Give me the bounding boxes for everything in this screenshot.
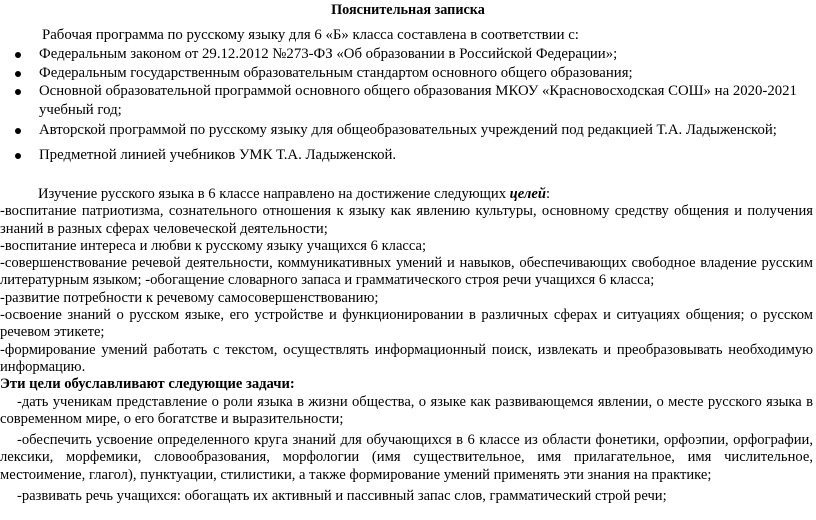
bullet-icon (15, 153, 21, 159)
bullet-icon (15, 89, 21, 95)
task-item: -обеспечить усвоение определенного круга знаний для обучающихся в 6 классе из области фонетики, орфоэпии, орфографии, лексики, морфемики, словообразования, морфологии (имя существительное, имя прилагательное, имя числительное, местоимение, глагол), пунктуации, стилистики, а также формирование умений применять эти знания на практике; (0, 432, 813, 483)
list-item-text: Федеральным государственным образовательным стандартом основного общего образования; (39, 64, 633, 81)
tasks-heading: Эти цели обуславливают следующие задачи: (0, 376, 295, 393)
goal-item: -воспитание патриотизма, сознательного отношения к языку как явлению культуры, основному средству общения и получения знаний в разных сферах человеческой деятельности; (0, 203, 813, 237)
goals-intro-colon: : (545, 186, 551, 202)
goals-intro-text: Изучение русского языка в 6 классе направлено на достижение следующих (38, 186, 510, 202)
bullet-icon (15, 71, 21, 77)
list-item (0, 82, 816, 119)
list-item (0, 146, 816, 165)
goal-item: -воспитание интереса и любви к русскому языку учащихся 6 класса; (0, 237, 427, 254)
list-item (0, 121, 816, 140)
list-item-text: Основной образовательной программой основного общего образования МКОУ «Красновосходская СОШ» на 2020-2021 учебный год; (39, 83, 797, 118)
bullet-icon (15, 128, 21, 134)
list-item (0, 45, 816, 64)
list-item-text: Авторской программой по русскому языку для общеобразовательных учреждений под редакцией Т.А. Ладыженской; (39, 122, 777, 139)
list-item (0, 64, 816, 83)
bullet-icon (15, 52, 21, 58)
goal-item: -развитие потребности к речевому самосовершенствованию; (0, 289, 379, 306)
goal-item: -освоение знаний о русском языке, его устройстве и функционировании в различных сферах и ситуациях общения; о русском речевом этикете; (0, 307, 813, 341)
goals-keyword: целей (509, 186, 546, 202)
list-item-text: Предметной линией учебников УМК Т.А. Ладыженской. (39, 146, 397, 163)
task-item: -развивать речь учащихся: обогащать их активный и пассивный запас слов, грамматический строй речи; (17, 488, 667, 505)
document-title: Пояснительная записка (331, 2, 485, 18)
intro-paragraph: Рабочая программа по русскому языку для 6 «Б» класса составлена в соответствии с: (42, 27, 579, 43)
regulations-list (0, 45, 816, 165)
goals-intro (0, 186, 813, 203)
goal-item: -формирование умений работать с текстом, осуществлять информационный поиск, извлекать и преобразовывать необходимую информацию. (0, 341, 813, 375)
task-item: -дать ученикам представление о роли языка в жизни общества, о языке как развивающемся явлении, о месте русского языка в современном мире, о его богатстве и выразительности; (0, 393, 813, 427)
goal-item: -совершенствование речевой деятельности, коммуникативных умений и навыков, обеспечивающих свободное владение русским литературным языком; -обогащение словарного запаса и грамматического строя речи учащихся 6 класса; (0, 255, 813, 289)
goals-section (0, 186, 813, 505)
list-item-text: Федеральным законом от 29.12.2012 №273-ФЗ «Об образовании в Российской Федерации»; (39, 46, 618, 62)
